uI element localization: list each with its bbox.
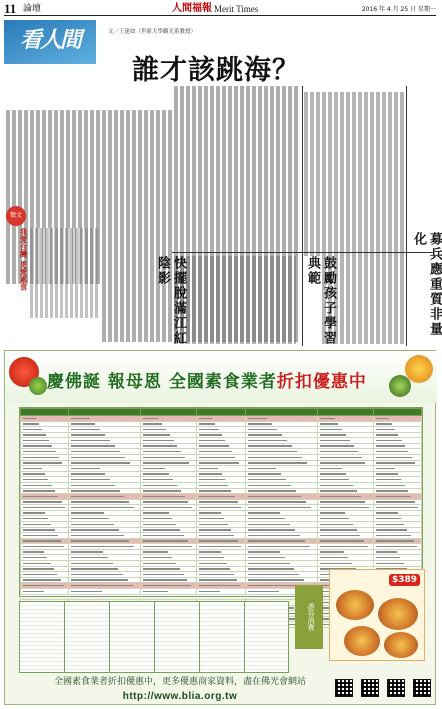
table-header-cell [317,409,373,416]
qr-code-icon[interactable] [413,679,431,697]
article-body-text [174,256,296,344]
food-dish-image [384,632,418,658]
table-header-cell [373,409,421,416]
restaurant-promo-image [329,569,425,661]
page-number: 11 [4,1,17,16]
table-header-cell [21,409,69,416]
newspaper-brand: 人間福報 [172,3,212,14]
section-name: 論壇 [23,4,42,14]
article-author: 文／王建如（世新大學觀光系教授） [108,29,197,35]
table-header-cell [141,409,197,416]
qr-code-icon[interactable] [335,679,353,697]
column-logo [4,20,96,64]
essay-call-text [30,228,98,318]
food-dish-image [378,598,418,630]
article-title-role-models: 鼓勵孩子學習典範 [305,256,336,346]
table-header-cell [69,409,141,416]
main-article-title: 誰才該跳海？ [132,55,300,86]
vegetable-icon [29,377,47,395]
article-title-exam-scores: 快擺脫滿江紅陰影 [155,256,186,346]
table-header-cell [197,409,245,416]
essay-call-headline: 我愛台灣 更愛素食 [19,228,28,291]
food-dish-image [336,590,374,620]
editorial-section [4,20,442,346]
ad-footer-url[interactable]: http://www.blia.org.tw [122,691,238,702]
vegetarian-discount-ad [4,350,436,705]
ad-headline [47,371,407,393]
store-listing-table-lower [19,601,289,673]
column-divider [406,86,407,346]
column-divider [302,86,303,346]
ad-header [5,351,437,403]
masthead [4,2,436,16]
article-body-text [304,92,404,256]
qr-code-icon[interactable] [361,679,379,697]
ad-headline-green: 慶佛誕 報母恩 全國素食業者 [47,372,277,392]
food-dish-image [344,626,380,656]
promo-price-badge: $389 [389,574,420,586]
ad-footer-text: 全國素食業者折扣優惠中，更多優惠商家資料，盡在佛光會網站 [53,677,306,687]
coupon-label: 憑券消費 [295,585,323,649]
table-header-cell [245,409,317,416]
qr-code-icon[interactable] [387,679,405,697]
column-logo-text: 看人間 [20,27,81,53]
article-title-recruitment: 募兵應重質非量化 [411,232,442,337]
column-divider [172,252,434,253]
pepper-icon [405,355,433,383]
issue-date: 2016 年 4 月 25 日 星期一 [361,6,436,13]
newspaper-brand-en: Merit Times [214,4,259,14]
essay-call-badge: 徵文 [6,206,26,226]
ad-headline-red: 折扣優惠中 [276,372,367,392]
article-body-text [174,86,300,110]
